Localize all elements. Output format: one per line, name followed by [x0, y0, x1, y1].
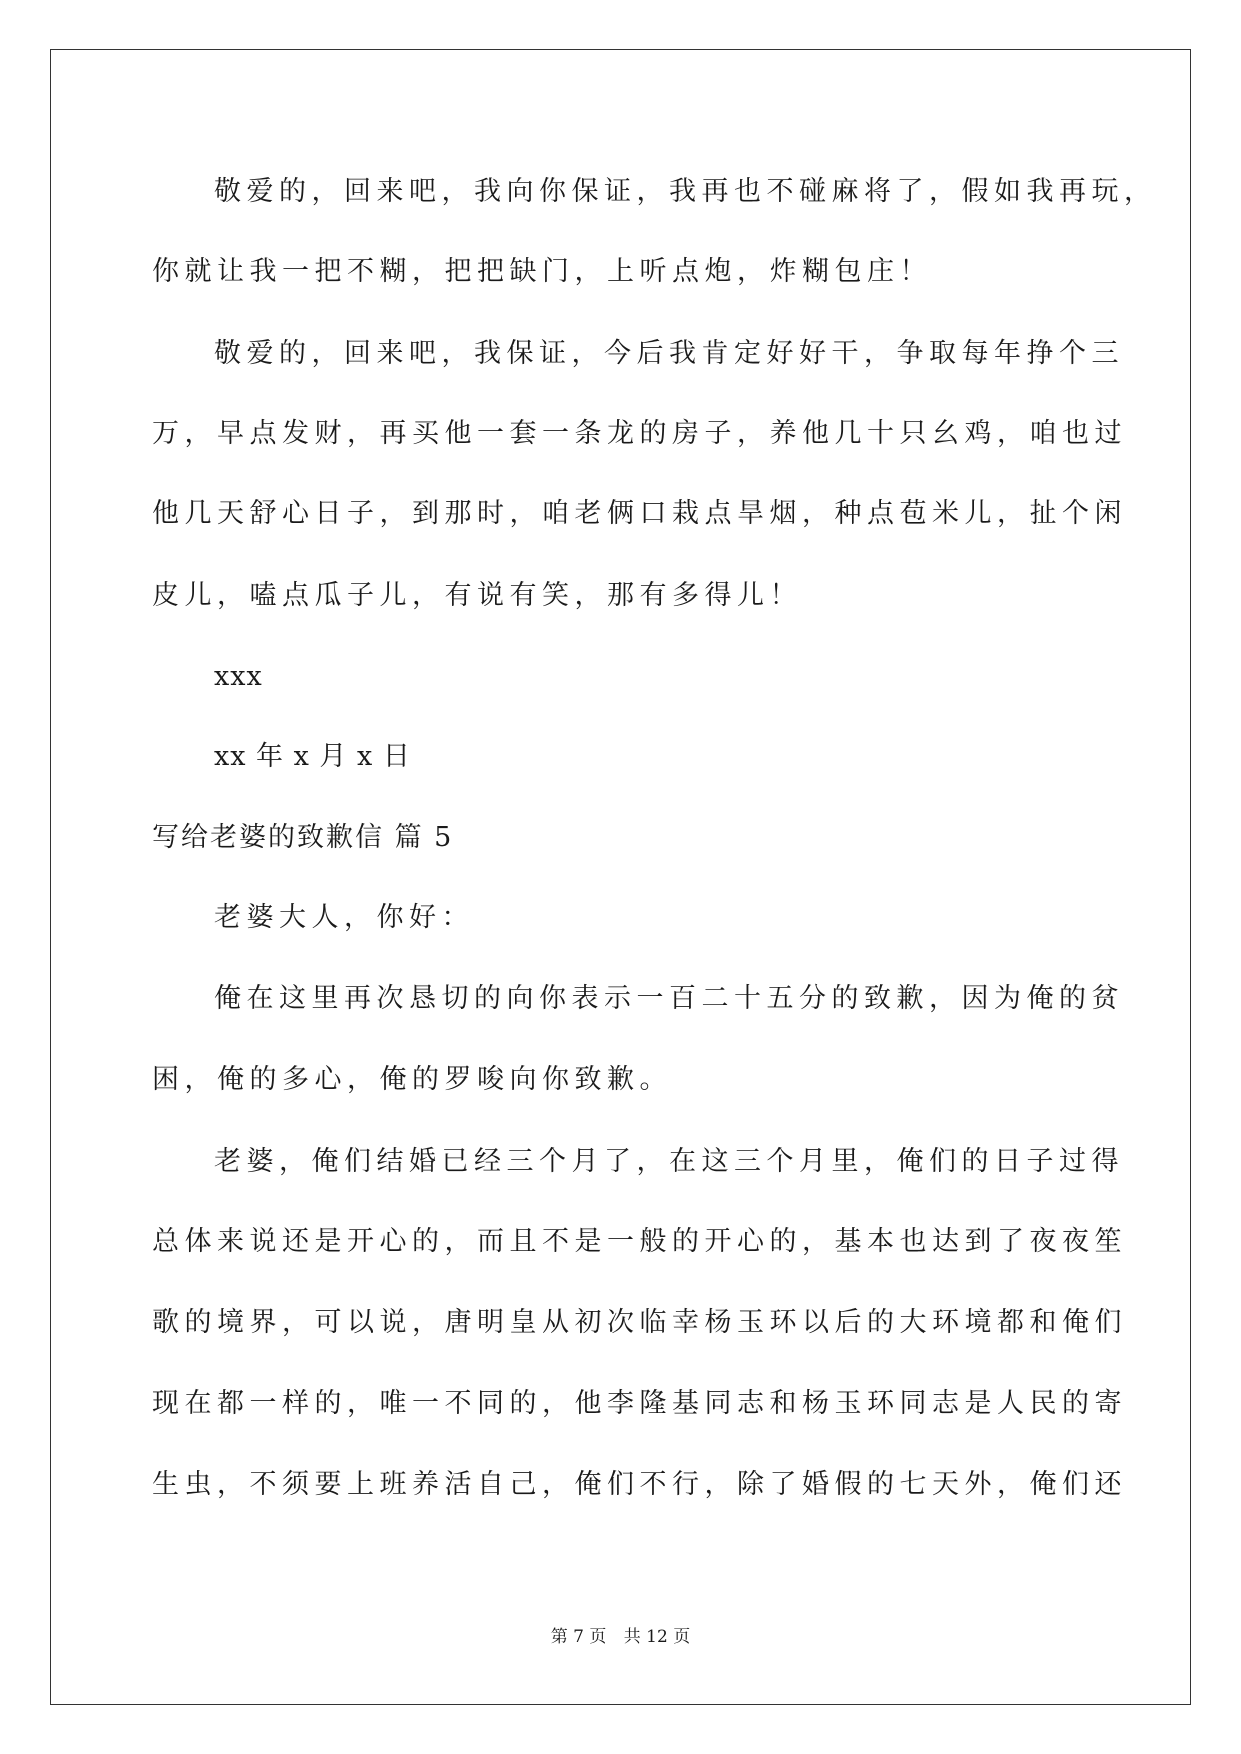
signature-line: xxx [214, 661, 263, 692]
page-number: 第 7 页 [550, 1627, 607, 1647]
page-border [50, 49, 1191, 1705]
text-line: 俺在这里再次恳切的向你表示一百二十五分的致歉，因为俺的贫 [214, 983, 1124, 1014]
section-heading: 写给老婆的致歉信 篇 5 [152, 822, 454, 853]
text-line: 总体来说还是开心的，而且不是一般的开心的，基本也达到了夜夜笙 [152, 1226, 1127, 1257]
text-line: 你就让我一把不糊，把把缺门，上听点炮，炸糊包庄！ [152, 256, 932, 287]
text-line: 歌的境界，可以说，唐明皇从初次临幸杨玉环以后的大环境都和俺们 [152, 1307, 1127, 1338]
date-line: xx 年 x 月 x 日 [214, 741, 411, 772]
text-line: 万，早点发财，再买他一套一条龙的房子，养他几十只幺鸡，咱也过 [152, 418, 1127, 449]
page-total: 共 12 页 [623, 1627, 691, 1647]
text-line: 他几天舒心日子，到那时，咱老俩口栽点旱烟，种点苞米儿，扯个闲 [152, 498, 1127, 529]
text-line: 皮儿，嗑点瓜子儿，有说有笑，那有多得儿！ [152, 580, 802, 611]
salutation-line: 老婆大人，你好： [214, 902, 474, 933]
text-line: 生虫，不须要上班养活自己，俺们不行，除了婚假的七天外，俺们还 [152, 1469, 1127, 1500]
text-line: 敬爱的，回来吧，我向你保证，我再也不碰麻将了，假如我再玩， [214, 176, 1157, 207]
page-footer [0, 1629, 1241, 1646]
text-line: 现在都一样的，唯一不同的，他李隆基同志和杨玉环同志是人民的寄 [152, 1388, 1127, 1419]
text-line: 敬爱的，回来吧，我保证，今后我肯定好好干，争取每年挣个三 [214, 338, 1124, 369]
text-line: 老婆，俺们结婚已经三个月了，在这三个月里，俺们的日子过得 [214, 1146, 1124, 1177]
text-line: 困，俺的多心，俺的罗唆向你致歉。 [152, 1064, 672, 1095]
